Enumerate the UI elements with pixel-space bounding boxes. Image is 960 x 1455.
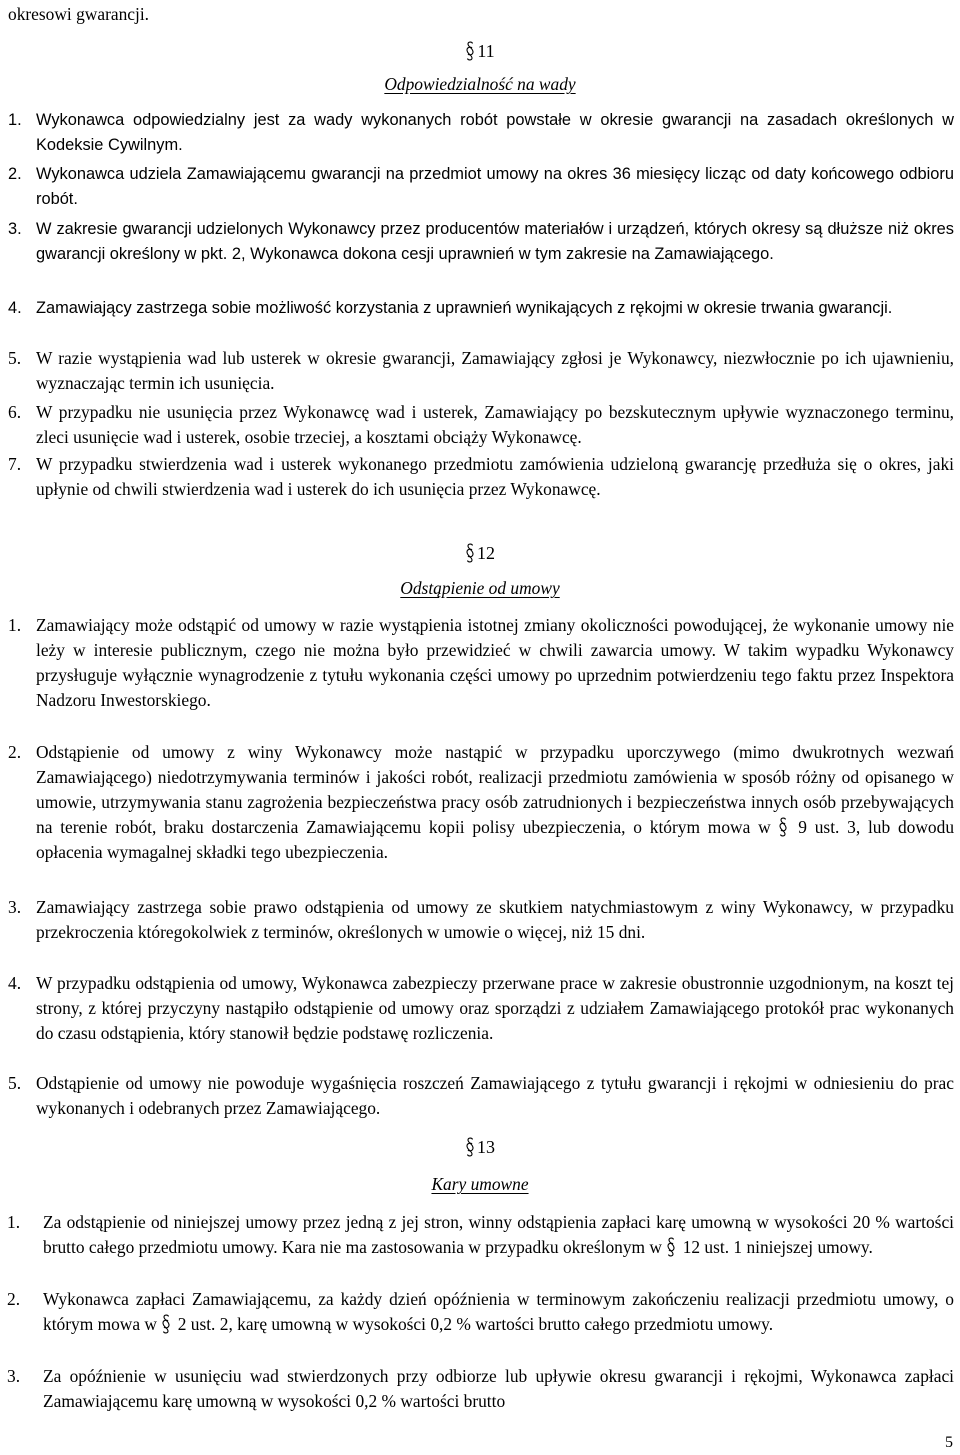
section-11-item-4: Zamawiający zastrzega sobie możliwość korzystania z uprawnień wynikających z rękojmi w okresie trwania gwarancji. — [36, 299, 893, 317]
section-12-item-3: Zamawiający zastrzega sobie prawo odstąpienia od umowy ze skutkiem natychmiastowym z winy Wykonawcy, w przypadku przekroczenia któregokolwiek z terminów, określonych w umowie o więcej, niż 15 dni. — [36, 897, 954, 942]
section-12-title: Odstąpienie od umowy — [400, 578, 560, 598]
item-number: 3. — [8, 220, 22, 238]
item-number: 3. — [7, 1366, 21, 1386]
section-11-item-2: Wykonawca udziela Zamawiającemu gwarancji na przedmiot umowy na okres 36 miesięcy licząc od daty końcowego odbioru robót. — [36, 165, 954, 208]
section-12-heading: 12 — [0, 541, 960, 566]
section-11-item-6: W przypadku nie usunięcia przez Wykonawcę wad i usterek, Zamawiający po bezskutecznym upływie wyznaczonego terminu, zleci usunięcie wad i usterek, osobie trzeciej, a kosztami obciąży Wykonawcę. — [36, 402, 954, 447]
item-number: 1. — [7, 1212, 21, 1232]
item-number: 6. — [8, 402, 22, 422]
section-11-heading: 11 — [0, 39, 960, 64]
section-sign-icon — [465, 542, 475, 564]
section-12-item-2: Odstąpienie od umowy z winy Wykonawcy może nastąpić w przypadku uporczywego (mimo dwukrotnych wezwań Zamawiającego) niedotrzymywania terminów i jakości robót, realizacji przedmiotu zamówienia w sposób różny od opisanego w umowie, utrzymywania stanu zagrożenia bezpieczeństwa pracy osób zatrudnionych i bezpieczeństwa innych osób przebywających na terenie robót, braku dostarczenia Zamawiającemu kopii polisy ubezpieczenia, o którym mowa w 9 ust. 3, lub dowodu opłacenia wymagalnej składki tego ubezpieczenia. — [36, 742, 955, 862]
item-number: 1. — [8, 615, 22, 635]
section-11-item-5: W razie wystąpienia wad lub usterek w okresie gwarancji, Zamawiający zgłosi je Wykonawcy, niezwłocznie po ich ujawnieniu, wyznaczając termin ich usunięcia. — [36, 348, 954, 393]
section-13-title: Kary umowne — [431, 1174, 529, 1194]
section-sign-icon — [465, 1136, 475, 1158]
page-number: 5 — [945, 1434, 953, 1451]
section-sign-icon — [465, 40, 475, 62]
item-number: 2. — [8, 165, 22, 183]
continuation-line: okresowi gwarancji. — [8, 4, 150, 24]
item-number: 7. — [8, 454, 22, 474]
section-12-item-5: Odstąpienie od umowy nie powoduje wygaśnięcia roszczeń Zamawiającego z tytułu gwarancji i rękojmi w odniesieniu do prac wykonanych i odebranych przez Zamawiającego. — [36, 1073, 954, 1118]
section-12-item-4: W przypadku odstąpienia od umowy, Wykonawca zabezpieczy przerwane prace w zakresie obustronnie uzgodnionym, na koszt tej strony, z której przyczyny nastąpiło odstąpienie od umowy oraz sporządzi z udziałem Zamawiającego protokół prac wykonanych do czasu odstąpienia, który stanowił będzie podstawę rozliczenia. — [36, 973, 954, 1043]
item-number: 2. — [7, 1289, 21, 1309]
item-number: 1. — [8, 111, 22, 129]
section-11-item-1: Wykonawca odpowiedzialny jest za wady wykonanych robót powstałe w okresie gwarancji na zasadach określonych w Kodeksie Cywilnym. — [36, 111, 954, 154]
section-sign-icon — [666, 1236, 676, 1258]
section-11-item-3: W zakresie gwarancji udzielonych Wykonawcy przez producentów materiałów i urządzeń, których okresy są dłuższe niż okres gwarancji określony w pkt. 2, Wykonawca dokona cesji uprawnień w tym zakresie na Zamawiającego. — [36, 220, 954, 263]
section-11-title: Odpowiedzialność na wady — [384, 74, 576, 94]
item-number: 5. — [8, 348, 22, 368]
section-11-item-7: W przypadku stwierdzenia wad i usterek wykonanego przedmiotu zamówienia udzieloną gwarancję przedłuża się o okres, jaki upłynie od chwili stwierdzenia wad i usterek do ich usunięcia przez Wykonawcę. — [36, 454, 954, 499]
section-sign-icon — [778, 816, 788, 838]
section-sign-icon — [161, 1313, 171, 1335]
item-number: 4. — [8, 973, 22, 993]
item-number: 5. — [8, 1073, 22, 1093]
item-number: 4. — [8, 299, 22, 317]
section-13-item-2: Wykonawca zapłaci Zamawiającemu, za każdy dzień opóźnienia w terminowym zakończeniu realizacji przedmiotu umowy, o którym mowa w 2 ust. 2, karę umowną w wysokości 0,2 % wartości brutto całego przedmiotu umowy. — [43, 1289, 954, 1334]
item-number: 2. — [8, 742, 22, 762]
section-12-item-1: Zamawiający może odstąpić od umowy w razie wystąpienia istotnej zmiany okoliczności powodującej, że wykonanie umowy nie leży w interesie publicznym, czego nie można było przewidzieć w chwili zawarcia umowy. W takim wypadku Wykonawcy przysługuje wyłącznie wynagrodzenie z tytułu wykonania części umowy po uprzednim potwierdzeniu tego faktu przez Inspektora Nadzoru Inwestorskiego. — [36, 615, 954, 710]
section-13-item-1: Za odstąpienie od niniejszej umowy przez jedną z jej stron, winny odstąpienia zapłaci karę umowną w wysokości 20 % wartości brutto całego przedmiotu umowy. Kara nie ma zastosowania w przypadku określonym w 12 ust. 1 niniejszej umowy. — [43, 1212, 954, 1257]
section-13-heading: 13 — [0, 1135, 960, 1160]
item-number: 3. — [8, 897, 22, 917]
section-13-item-3: Za opóźnienie w usunięciu wad stwierdzonych przy odbiorze lub upływie okresu gwarancji i rękojmi, Wykonawca zapłaci Zamawiającemu karę umowną w wysokości 0,2 % wartości brutto — [43, 1366, 954, 1411]
